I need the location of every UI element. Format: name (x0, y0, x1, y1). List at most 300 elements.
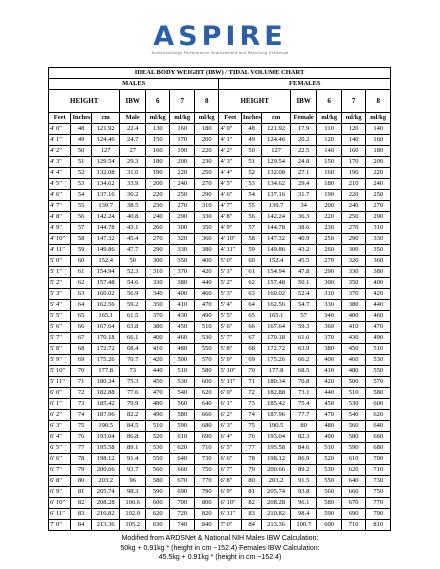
table-cell: 60 (241, 256, 261, 267)
table-row (49, 311, 391, 322)
table-row (49, 355, 391, 366)
table-cell: 4' 2" (219, 146, 241, 157)
table-cell: 730 (194, 454, 219, 465)
table-cell: 600 (145, 498, 170, 509)
table-cell: 800 (194, 498, 219, 509)
table-cell: 6' 2" (219, 410, 241, 421)
table-cell: 270 (341, 223, 366, 234)
table-cell: 4' 11" (49, 245, 71, 256)
table-cell: 93.8 (290, 487, 317, 498)
table-cell: 610 (170, 432, 195, 443)
table-cell: 290 (366, 212, 391, 223)
table-cell: 78 (71, 454, 91, 465)
table-cell: 185.42 (262, 399, 291, 410)
table-cell: 480 (145, 399, 170, 410)
table-cell: 55 (241, 201, 261, 212)
table-cell: 29.4 (290, 179, 317, 190)
table-cell: 440 (317, 388, 342, 399)
table-cell: 54.6 (120, 278, 146, 289)
table-cell: 600 (366, 399, 391, 410)
table-cell: 460 (170, 333, 195, 344)
unit-cell: ml/kg (170, 113, 195, 124)
table-cell: 720 (170, 509, 195, 520)
table-cell: 710 (366, 465, 391, 476)
table-cell: 29.3 (120, 157, 146, 168)
table-cell: 6' 1" (219, 399, 241, 410)
table-cell: 195.58 (91, 443, 120, 454)
table-cell: 162.56 (91, 300, 120, 311)
table-cell: 6' 0" (219, 388, 241, 399)
table-cell: 127 (91, 146, 120, 157)
table-cell: 220 (366, 168, 391, 179)
table-cell: 250 (366, 190, 391, 201)
table-cell: 144.78 (262, 223, 291, 234)
table-cell: 80 (241, 476, 261, 487)
table-cell: 680 (366, 443, 391, 454)
table-cell: 380 (194, 245, 219, 256)
table-row (49, 388, 391, 399)
table-cell: 84.5 (120, 421, 146, 432)
table-cell: 330 (317, 300, 342, 311)
table-cell: 6' 9" (219, 487, 241, 498)
table-cell: 4' 8" (49, 212, 71, 223)
table-cell: 7' 0" (219, 520, 241, 531)
table-cell: 79 (71, 465, 91, 476)
table-cell: 680 (194, 421, 219, 432)
table-cell: 172.72 (262, 344, 291, 355)
table-cell: 540 (341, 410, 366, 421)
table-cell: 147.32 (91, 234, 120, 245)
table-cell: 77.7 (290, 410, 317, 421)
table-row (49, 234, 391, 245)
table-cell: 182.88 (91, 388, 120, 399)
table-cell: 63.8 (120, 322, 146, 333)
table-cell: 142.24 (91, 212, 120, 223)
table-cell: 480 (170, 344, 195, 355)
table-cell: 91.5 (290, 476, 317, 487)
table-cell: 5' 4" (49, 300, 71, 311)
table-cell: 84 (241, 520, 261, 531)
table-cell: 63 (71, 289, 91, 300)
table-cell: 480 (317, 421, 342, 432)
table-cell: 810 (366, 520, 391, 531)
table-cell: 69 (241, 355, 261, 366)
table-cell: 134.62 (262, 179, 291, 190)
table-cell: 560 (341, 421, 366, 432)
table-cell: 4' 4" (219, 168, 241, 179)
table-cell: 80 (71, 476, 91, 487)
table-cell: 330 (366, 234, 391, 245)
table-cell: 290 (170, 212, 195, 223)
table-row (49, 124, 391, 135)
table-cell: 7' 0" (49, 520, 71, 531)
table-cell: 4' 10" (49, 234, 71, 245)
table-cell: 660 (366, 432, 391, 443)
table-cell: 84 (71, 520, 91, 531)
table-cell: 490 (194, 311, 219, 322)
table-cell: 73 (71, 399, 91, 410)
table-cell: 170.18 (262, 333, 291, 344)
table-cell: 6' 8" (219, 476, 241, 487)
table-cell: 5' 10" (219, 366, 241, 377)
table-cell: 440 (145, 366, 170, 377)
table-cell: 5' 8" (219, 344, 241, 355)
table-cell: 690 (170, 487, 195, 498)
table-cell: 620 (341, 465, 366, 476)
table-cell: 121.92 (91, 124, 120, 135)
table-cell: 580 (366, 388, 391, 399)
table-cell: 205.74 (262, 487, 291, 498)
table-cell: 510 (145, 421, 170, 432)
table-cell: 230 (145, 201, 170, 212)
table-cell: 96 (120, 476, 146, 487)
table-cell: 52 (71, 168, 91, 179)
table-cell: 5' 3" (219, 289, 241, 300)
table-cell: 121.92 (262, 124, 291, 135)
table-cell: 460 (341, 355, 366, 366)
table-cell: 61 (71, 267, 91, 278)
table-cell: 72 (71, 388, 91, 399)
aspire-logo (0, 22, 440, 55)
table-cell: 5' 7" (49, 333, 71, 344)
unit-cell: ml/kg (317, 113, 342, 124)
table-cell: 160 (341, 146, 366, 157)
table-cell: 450 (145, 377, 170, 388)
table-cell: 187.96 (91, 410, 120, 421)
table-cell: 660 (341, 487, 366, 498)
table-cell: 530 (170, 377, 195, 388)
table-cell: 76 (71, 432, 91, 443)
table-cell: 175.26 (262, 355, 291, 366)
female-height-header: HEIGHT (219, 90, 290, 113)
table-cell: 160.02 (262, 289, 291, 300)
table-cell: 300 (145, 256, 170, 267)
table-cell: 400 (145, 333, 170, 344)
table-cell: 154.94 (262, 267, 291, 278)
table-row (49, 201, 391, 212)
table-cell: 80 (290, 421, 317, 432)
table-cell: 162.56 (262, 300, 291, 311)
table-cell: 83 (241, 509, 261, 520)
table-cell: 580 (145, 476, 170, 487)
table-cell: 6' 3" (219, 421, 241, 432)
table-cell: 175.26 (91, 355, 120, 366)
table-cell: 5' 9" (49, 355, 71, 366)
table-cell: 470 (145, 388, 170, 399)
table-cell: 290 (145, 245, 170, 256)
table-cell: 550 (317, 476, 342, 487)
table-cell: 200 (170, 157, 195, 168)
table-cell: 5' 4" (219, 300, 241, 311)
table-cell: 71 (241, 377, 261, 388)
table-cell: 570 (366, 377, 391, 388)
table-cell: 6' 6" (49, 454, 71, 465)
table-cell: 6' 3" (49, 421, 71, 432)
table-cell: 4' 3" (219, 157, 241, 168)
table-cell: 50 (71, 146, 91, 157)
table-cell: 190 (341, 168, 366, 179)
female-6mlkg-header: 6 (317, 90, 342, 113)
table-cell: 43.2 (290, 245, 317, 256)
table-row (49, 366, 391, 377)
table-cell: 5' 11" (49, 377, 71, 388)
table-cell: 360 (366, 256, 391, 267)
logo-tagline: Anesthesiology Performance Improvement and Reporting Exchange (151, 51, 289, 55)
table-cell: 220 (145, 190, 170, 201)
table-cell: 620 (170, 443, 195, 454)
table-cell: 5' 1" (49, 267, 71, 278)
unit-cell: Feet (49, 113, 71, 124)
unit-cell: Inches (241, 113, 261, 124)
table-cell: 490 (366, 333, 391, 344)
logo-wordmark: ASPIRE (153, 21, 287, 52)
table-cell: 60 (71, 256, 91, 267)
table-body (49, 124, 391, 531)
table-cell: 620 (366, 410, 391, 421)
table-cell: 400 (317, 355, 342, 366)
table-cell: 34 (290, 201, 317, 212)
table-row (49, 498, 391, 509)
table-cell: 59.2 (120, 300, 146, 311)
table-cell: 180 (145, 157, 170, 168)
table-cell: 5' 10" (49, 366, 71, 377)
table-cell: 620 (145, 509, 170, 520)
table-cell: 430 (170, 311, 195, 322)
table-cell: 5' 1" (219, 267, 241, 278)
table-cell: 93.7 (120, 465, 146, 476)
table-cell: 150 (145, 135, 170, 146)
table-cell: 56.9 (120, 289, 146, 300)
unit-cell: Feet (219, 113, 241, 124)
table-cell: 4' 5" (49, 179, 71, 190)
table-cell: 208.28 (91, 498, 120, 509)
table-cell: 75 (71, 421, 91, 432)
table-cell: 187.96 (262, 410, 291, 421)
table-cell: 6' 7" (219, 465, 241, 476)
table-cell: 6' 9" (49, 487, 71, 498)
table-cell: 38.5 (120, 201, 146, 212)
unit-cell: ml/kg (194, 113, 219, 124)
table-cell: 55 (71, 201, 91, 212)
table-cell: 70 (71, 366, 91, 377)
table-cell: 77 (241, 443, 261, 454)
table-cell: 81 (241, 487, 261, 498)
table-cell: 610 (341, 454, 366, 465)
unit-cell: cm (91, 113, 120, 124)
table-cell: 410 (145, 344, 170, 355)
table-cell: 45.4 (120, 234, 146, 245)
table-cell: 154.94 (91, 267, 120, 278)
table-row (49, 289, 391, 300)
table-cell: 36.2 (120, 190, 146, 201)
table-cell: 127 (262, 146, 291, 157)
table-cell: 167.64 (262, 322, 291, 333)
table-title: IDEAL BODY WEIGHT (IBW) / TIDAL VOLUME CHART (49, 68, 391, 79)
table-cell: 210 (341, 179, 366, 190)
table-cell: 124.46 (262, 135, 291, 146)
table-cell: 54.7 (290, 300, 317, 311)
table-cell: 62 (241, 278, 261, 289)
table-row (49, 146, 391, 157)
table-row (49, 509, 391, 520)
footer-line: Modified from ARDSNet & National NIH Males IBW Calculation: (121, 535, 319, 542)
table-cell: 160 (366, 135, 391, 146)
table-cell: 420 (145, 355, 170, 366)
table-cell: 167.64 (91, 322, 120, 333)
table-cell: 260 (317, 245, 342, 256)
table-cell: 129.54 (91, 157, 120, 168)
table-cell: 550 (145, 454, 170, 465)
table-cell: 64 (71, 300, 91, 311)
table-cell: 6' 0" (49, 388, 71, 399)
table-cell: 43.1 (120, 223, 146, 234)
table-cell: 6' 4" (219, 432, 241, 443)
table-cell: 66 (241, 322, 261, 333)
table-cell: 124.46 (91, 135, 120, 146)
table-cell: 83 (71, 509, 91, 520)
table-cell: 77.6 (120, 388, 146, 399)
table-cell: 79.9 (120, 399, 146, 410)
ibw-tidal-volume-table (48, 67, 391, 531)
table-cell: 50.1 (290, 278, 317, 289)
table-cell: 52 (241, 168, 261, 179)
table-cell: 490 (145, 410, 170, 421)
table-cell: 6' 6" (219, 454, 241, 465)
table-cell: 820 (194, 509, 219, 520)
table-cell: 310 (145, 267, 170, 278)
table-cell: 410 (317, 366, 342, 377)
table-cell: 330 (341, 267, 366, 278)
table-cell: 38.6 (290, 223, 317, 234)
table-cell: 270 (170, 201, 195, 212)
table-cell: 590 (341, 443, 366, 454)
table-cell: 430 (341, 333, 366, 344)
table-cell: 140 (317, 146, 342, 157)
table-cell: 770 (366, 498, 391, 509)
table-cell: 4' 1" (49, 135, 71, 146)
table-cell: 270 (366, 201, 391, 212)
table-cell: 134.62 (91, 179, 120, 190)
table-cell: 82 (241, 498, 261, 509)
table-cell: 330 (145, 278, 170, 289)
table-cell: 450 (341, 344, 366, 355)
table-cell: 550 (194, 344, 219, 355)
table-cell: 66 (71, 322, 91, 333)
table-cell: 290 (194, 190, 219, 201)
table-cell: 68.5 (290, 366, 317, 377)
table-cell: 500 (170, 355, 195, 366)
table-cell: 59 (241, 245, 261, 256)
table-cell: 170 (341, 157, 366, 168)
table-cell: 61.5 (120, 311, 146, 322)
table-cell: 82 (71, 498, 91, 509)
table-cell: 5' 11" (219, 377, 241, 388)
table-cell: 5' 2" (49, 278, 71, 289)
table-cell: 20.2 (290, 135, 317, 146)
unit-cell: ml/kg (366, 113, 391, 124)
table-cell: 79 (241, 465, 261, 476)
table-cell: 170 (170, 135, 195, 146)
table-cell: 68.4 (120, 344, 146, 355)
table-cell: 240 (170, 179, 195, 190)
table-cell: 160 (145, 146, 170, 157)
table-cell: 63.9 (290, 344, 317, 355)
table-cell: 300 (170, 223, 195, 234)
table-cell: 76 (241, 432, 261, 443)
table-cell: 410 (341, 322, 366, 333)
table-cell: 530 (317, 465, 342, 476)
table-cell: 63 (241, 289, 261, 300)
table-cell: 195.58 (262, 443, 291, 454)
table-cell: 220 (170, 168, 195, 179)
table-row (49, 421, 391, 432)
table-cell: 142.24 (262, 212, 291, 223)
table-cell: 75 (241, 421, 261, 432)
table-cell: 380 (170, 278, 195, 289)
table-cell: 190.5 (262, 421, 291, 432)
table-cell: 75.4 (290, 399, 317, 410)
table-cell: 580 (317, 498, 342, 509)
table-cell: 149.86 (262, 245, 291, 256)
table-cell: 74 (241, 410, 261, 421)
table-cell: 200 (317, 201, 342, 212)
table-cell: 5' 8" (49, 344, 71, 355)
table-cell: 370 (341, 289, 366, 300)
table-cell: 200 (194, 135, 219, 146)
table-cell: 65 (241, 311, 261, 322)
table-cell: 40.8 (120, 212, 146, 223)
table-cell: 620 (194, 388, 219, 399)
table-cell: 790 (366, 509, 391, 520)
table-cell: 310 (317, 289, 342, 300)
table-cell: 74 (71, 410, 91, 421)
table-cell: 67 (71, 333, 91, 344)
table-cell: 68 (71, 344, 91, 355)
table-cell: 5' 2" (219, 278, 241, 289)
table-cell: 230 (317, 223, 342, 234)
table-cell: 530 (366, 355, 391, 366)
table-cell: 27 (120, 146, 146, 157)
table-cell: 165.1 (262, 311, 291, 322)
table-cell: 200.66 (91, 465, 120, 476)
table-cell: 6' 10" (49, 498, 71, 509)
table-cell: 240 (145, 212, 170, 223)
table-cell: 182.88 (262, 388, 291, 399)
table-cell: 230 (194, 157, 219, 168)
table-cell: 5' 5" (219, 311, 241, 322)
table-cell: 57 (290, 311, 317, 322)
table-cell: 4' 1" (219, 135, 241, 146)
table-cell: 4' 5" (219, 179, 241, 190)
table-cell: 640 (170, 454, 195, 465)
table-cell: 5' 6" (219, 322, 241, 333)
table-row (49, 322, 391, 333)
table-cell: 139.7 (91, 201, 120, 212)
table-cell: 67 (241, 333, 261, 344)
table-cell: 53 (241, 179, 261, 190)
table-cell: 120 (341, 124, 366, 135)
table-cell: 140 (341, 135, 366, 146)
table-cell: 132.08 (91, 168, 120, 179)
table-cell: 52.4 (290, 289, 317, 300)
table-cell: 190 (145, 168, 170, 179)
table-cell: 6' 2" (49, 410, 71, 421)
table-cell: 4' 9" (219, 223, 241, 234)
table-row (49, 344, 391, 355)
table-cell: 250 (194, 168, 219, 179)
table-cell: 210.82 (262, 509, 291, 520)
table-cell: 420 (366, 289, 391, 300)
